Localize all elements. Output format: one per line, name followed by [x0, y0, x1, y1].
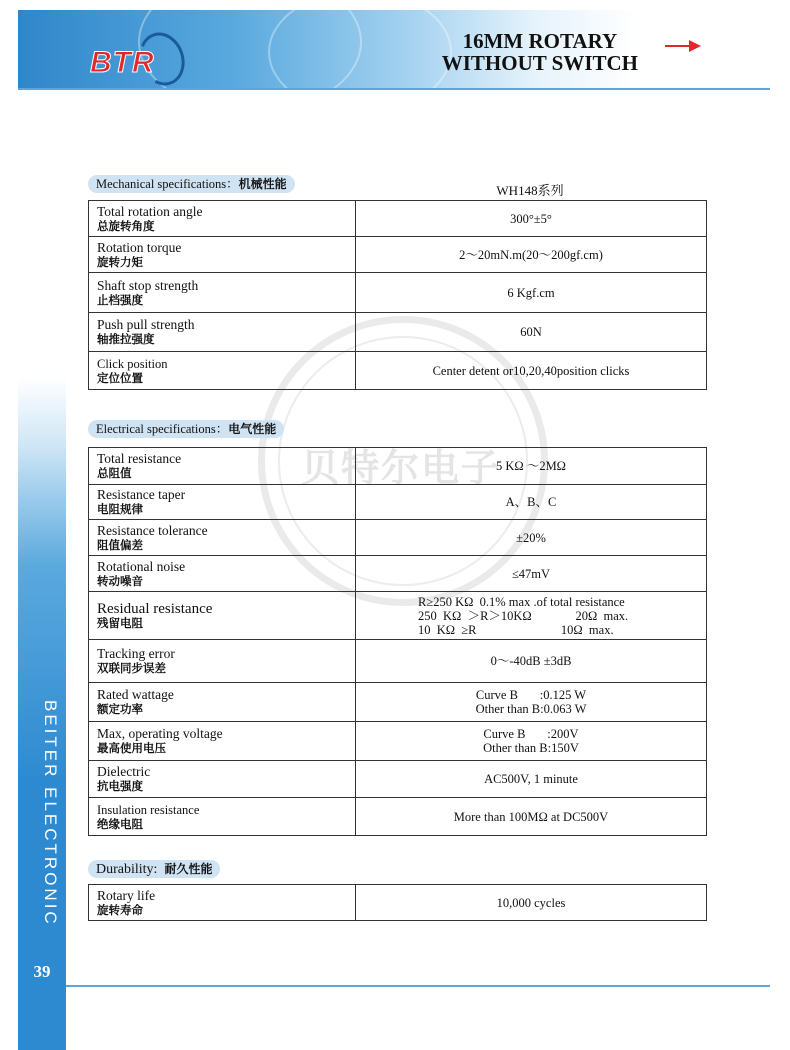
mechanical-section-label: [88, 175, 295, 193]
spec-label: [89, 640, 356, 683]
spec-label-cn: 旋转寿命: [97, 902, 143, 917]
spec-value: 300°±5°: [356, 201, 707, 237]
spec-label-cn: 额定功率: [97, 702, 143, 716]
electrical-label-cn: 电气性能: [228, 422, 277, 436]
title-line-1: 16MM ROTARY: [462, 29, 618, 53]
value-line: Curve B :0.125 W: [475, 688, 587, 702]
table-row: [89, 352, 707, 390]
spec-label: [89, 520, 356, 556]
spec-label: [89, 592, 356, 640]
spec-label-en: Residual resistance: [97, 600, 213, 617]
residual-line: 10 KΩ ≥R 10Ω max.: [418, 622, 614, 637]
spec-value: 6 Kgf.cm: [356, 273, 707, 313]
spec-label: [89, 722, 356, 761]
spec-label-en: Total resistance: [97, 451, 182, 466]
spec-value: 2～20mN.m(20～200gf.cm): [356, 237, 707, 273]
value-line: Other than B:0.063 W: [475, 702, 587, 716]
spec-value: ±20%: [356, 520, 707, 556]
spec-label-en: Resistance tolerance: [97, 522, 208, 538]
durability-table: [88, 884, 707, 921]
electrical-label-en: Electrical specifications：: [96, 422, 229, 436]
spec-label-cn: 阻值偏差: [97, 537, 143, 552]
spec-label: [89, 201, 356, 237]
title-line-2: WITHOUT SWITCH: [441, 51, 638, 75]
spec-value: AC500V, 1 minute: [356, 761, 707, 798]
spec-label: [89, 885, 356, 921]
spec-value: Center detent or10,20,40position clicks: [356, 352, 707, 390]
spec-label: [89, 556, 356, 592]
spec-label-cn: 抗电强度: [97, 779, 143, 793]
table-row: [89, 640, 707, 683]
spec-label-cn: 绝缘电阻: [97, 816, 143, 831]
banner-swirl: [268, 10, 452, 88]
residual-line: R≥250 KΩ 0.1% max .of total resistance: [418, 594, 625, 609]
spec-label-en: Rotary life: [97, 887, 156, 903]
value-line: Other than B:150V: [483, 741, 579, 755]
watermark-text: 贝特尔电子: [300, 446, 501, 490]
arrow-right-icon: [665, 38, 703, 54]
table-row: [89, 761, 707, 798]
spec-label: [89, 273, 356, 313]
spec-label-en: Push pull strength: [97, 317, 195, 332]
spec-label-cn: 双联同步误差: [97, 661, 166, 675]
spec-label: [89, 683, 356, 722]
electrical-table: [88, 447, 707, 836]
table-row: [89, 273, 707, 313]
spec-label-en: Rotation torque: [97, 239, 182, 255]
table-row: [89, 313, 707, 352]
page-number: 39: [33, 962, 51, 981]
value-line: Curve B :200V: [483, 727, 579, 741]
mechanical-table: [88, 200, 707, 390]
spec-label: [89, 352, 356, 390]
spec-value: 60N: [356, 313, 707, 352]
spec-label-en: Dielectric: [97, 764, 151, 779]
residual-line: 250 KΩ ＞R＞10KΩ 20Ω max.: [418, 608, 629, 623]
spec-label-en: Insulation resistance: [97, 802, 200, 817]
spec-label-en: Shaft stop strength: [97, 277, 199, 293]
spec-label-cn: 轴推拉强度: [97, 332, 155, 346]
spec-label-en: Rotational noise: [97, 558, 186, 574]
spec-label-en: Tracking error: [97, 646, 175, 661]
spec-label-cn: 最高使用电压: [97, 741, 166, 755]
table-row: [89, 798, 707, 836]
durability-label-en: Durability:: [96, 862, 158, 877]
spec-label-cn: 定位位置: [97, 370, 143, 385]
company-logo: BTR: [90, 46, 155, 79]
durability-section-label: [88, 860, 220, 878]
table-row: [89, 556, 707, 592]
table-row: [89, 485, 707, 520]
header-rule: [18, 88, 770, 90]
spec-label-cn: 转动噪音: [97, 573, 143, 588]
table-row: [89, 683, 707, 722]
spec-value: 5 KΩ ～2MΩ: [356, 448, 707, 485]
durability-label-cn: 耐久性能: [164, 862, 213, 876]
table-row: [89, 520, 707, 556]
electrical-section-label: [88, 420, 284, 438]
spec-value: More than 100MΩ at DC500V: [356, 798, 707, 836]
spec-label-en: Total rotation angle: [97, 203, 203, 219]
spec-label-cn: 旋转力矩: [97, 254, 143, 269]
spec-value: A、B、C: [356, 485, 707, 520]
spec-label-en: Click position: [97, 356, 168, 371]
spec-label: [89, 485, 356, 520]
spec-value: [356, 683, 707, 722]
spec-label: [89, 448, 356, 485]
table-row: [89, 722, 707, 761]
spec-value: [356, 722, 707, 761]
page-title: [442, 30, 638, 74]
spec-label: [89, 798, 356, 836]
spec-label-cn: 总阻值: [97, 466, 132, 480]
spec-label-en: Resistance taper: [97, 487, 186, 502]
table-row: [89, 448, 707, 485]
spec-value: [356, 592, 707, 640]
table-row: [89, 885, 707, 921]
spec-value: 10,000 cycles: [356, 885, 707, 921]
spec-label: [89, 313, 356, 352]
spec-value: ≤47mV: [356, 556, 707, 592]
spec-label: [89, 237, 356, 273]
mechanical-label-en: Mechanical specifications：: [96, 177, 239, 191]
spec-label-cn: 总旋转角度: [97, 218, 155, 233]
table-row: [89, 592, 707, 640]
spec-label-cn: 残留电阻: [97, 615, 143, 630]
spec-label: [89, 761, 356, 798]
spec-label-en: Max, operating voltage: [97, 726, 223, 741]
footer-rule: [66, 985, 770, 987]
spec-label-en: Rated wattage: [97, 687, 174, 702]
spec-value: 0～-40dB ±3dB: [356, 640, 707, 683]
table-row: [89, 201, 707, 237]
mechanical-label-cn: 机械性能: [238, 177, 287, 191]
spec-label-cn: 电阻规律: [97, 502, 143, 516]
series-name: WH148系列: [496, 183, 564, 198]
spec-label-cn: 止档强度: [97, 292, 143, 307]
side-brand-text: BEITER ELECTRONIC: [41, 700, 60, 927]
table-row: [89, 237, 707, 273]
